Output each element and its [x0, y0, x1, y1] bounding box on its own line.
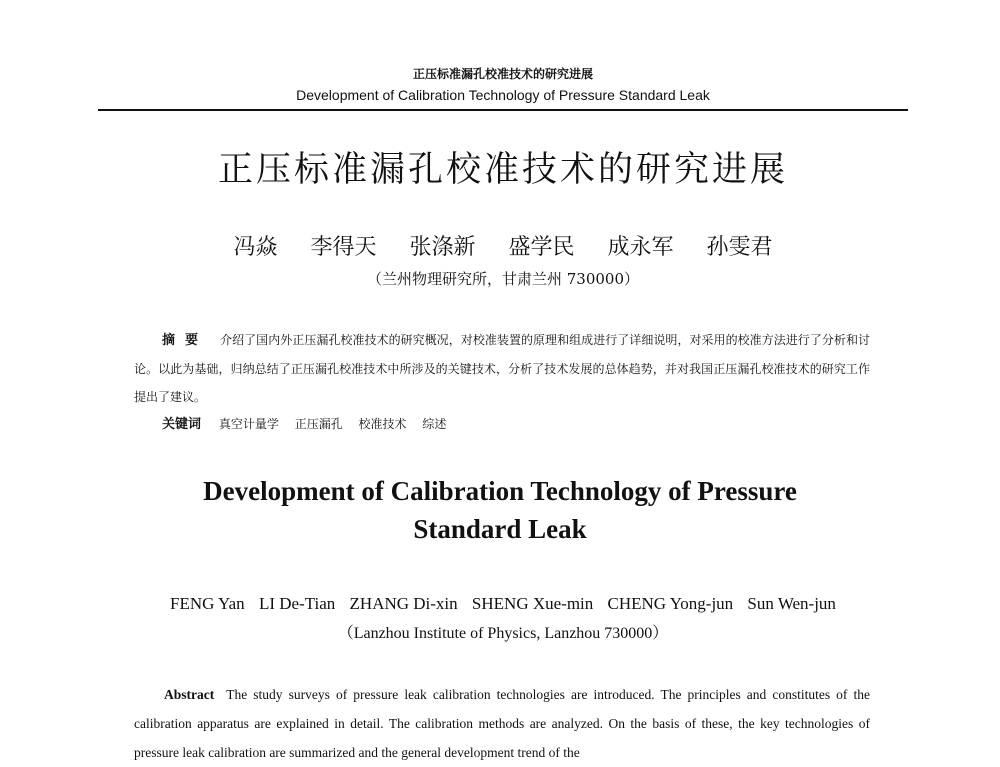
author-cn: 张涤新: [409, 235, 476, 260]
running-header: [98, 66, 908, 104]
title-en-line: Standard Leak: [413, 514, 587, 544]
abstract-en-label: Abstract: [164, 687, 215, 702]
abstract-cn-label: 摘要: [162, 333, 209, 348]
author-cn: 孙雯君: [706, 235, 773, 260]
author-cn: 成永军: [607, 235, 674, 260]
author-en: LI De-Tian: [258, 594, 336, 613]
keywords-cn-label: 关键词: [162, 417, 202, 432]
abstract-en-text: The study surveys of pressure leak calibration technologies are introduced. The principles and constitutes of the calibration apparatus are explained in detail. The calibration methods are analyzed. On the basis of these, the key technologies of pressure leak calibration are summarized and the general development trend of the: [134, 687, 870, 760]
keyword-cn: 真空计量学: [218, 417, 279, 431]
abstract-cn: [134, 326, 870, 411]
author-cn: 李得天: [310, 235, 377, 260]
running-header-en: Development of Calibration Technology of Pressure Standard Leak: [296, 87, 710, 103]
title-en: [150, 472, 850, 548]
abstract-cn-text: 介绍了国内外正压漏孔校准技术的研究概况，对校准装置的原理和组成进行了详细说明，对采用的校准方法进行了分析和讨论。以此为基础，归纳总结了正压漏孔校准技术中所涉及的关键技术，分析了技术发展的总体趋势，并对我国正压漏孔校准技术的研究工作提出了建议。: [134, 333, 870, 404]
authors-cn: [98, 232, 908, 264]
author-cn: 冯焱: [233, 235, 278, 260]
abstract-en: [134, 680, 870, 767]
affiliation-cn: （兰州物理研究所，甘肃兰州 730000）: [366, 270, 640, 288]
author-en: FENG Yan: [170, 594, 245, 613]
affiliation-en: （Lanzhou Institute of Physics, Lanzhou 730000）: [337, 625, 669, 642]
author-en: SHENG Xue-min: [471, 594, 594, 613]
author-en: ZHANG Di-xin: [349, 594, 458, 613]
authors-en: [98, 592, 908, 616]
author-cn: 盛学民: [508, 235, 575, 260]
keyword-cn: 校准技术: [358, 417, 407, 431]
running-header-cn: 正压标准漏孔校准技术的研究进展: [412, 67, 593, 81]
keywords-cn: [134, 410, 870, 439]
author-en: CHENG Yong-jun: [607, 594, 734, 613]
author-en: Sun Wen-jun: [747, 594, 836, 613]
keyword-cn: 综述: [422, 417, 447, 431]
header-divider: [98, 109, 908, 111]
title-cn: 正压标准漏孔校准技术的研究进展: [217, 150, 788, 190]
title-en-line: Development of Calibration Technology of Pressure: [203, 476, 797, 506]
keyword-cn: 正压漏孔: [294, 417, 343, 431]
